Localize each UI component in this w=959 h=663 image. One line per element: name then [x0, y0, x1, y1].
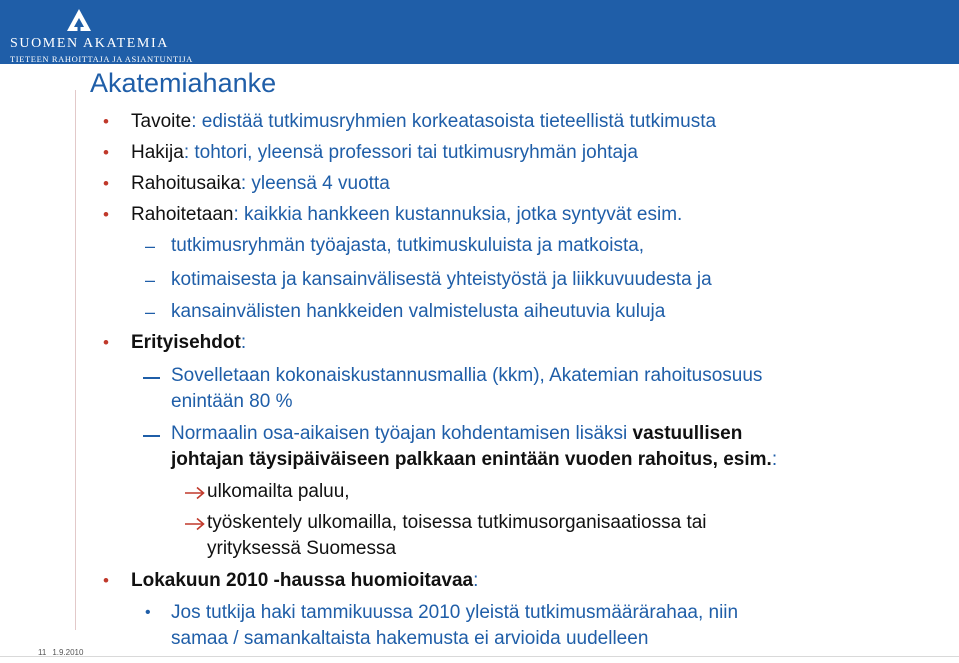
slide-footer [38, 648, 83, 657]
page-number: 11 [38, 648, 47, 657]
logo-name: SUOMEN AKATEMIA [10, 36, 169, 51]
dash-icon [143, 435, 160, 437]
bullet-label: Tavoite [131, 111, 192, 132]
footer-rule [0, 656, 959, 657]
bullet-text: : kaikkia hankkeen kustannuksia, jotka syntyvät esim. [233, 204, 683, 225]
bullet-text: : edistää tutkimusryhmien korkeatasoista tieteellistä tutkimusta [191, 111, 717, 132]
bullet-label: Hakija [131, 142, 184, 163]
bullet-icon: • [103, 333, 109, 352]
header-band [0, 0, 959, 64]
arrow-right-icon [184, 517, 206, 531]
special-item-2-line-1 [171, 422, 742, 446]
arrow-item-line-1: työskentely ulkomailla, toisessa tutkimusorganisaatiossa tai [207, 512, 707, 533]
special-item-2-bold: johtajan täysipäiväiseen palkkaan enintään vuoden rahoitus, esim. [171, 449, 772, 470]
bullet-erityisehdot [131, 331, 246, 355]
logo-mark-icon [66, 8, 92, 32]
special-item-1-line-2: enintään 80 % [171, 391, 293, 412]
special-item-1-line-1: Sovelletaan kokonaiskustannusmallia (kkm), Akatemian rahoitusosuus [171, 365, 763, 386]
dash-icon: – [145, 236, 156, 256]
bullet-icon: • [103, 112, 109, 131]
small-bullet-icon: • [145, 604, 151, 621]
organization-logo [6, 6, 193, 64]
special-item-2-normal: Normaalin osa-aikaisen työajan kohdentamisen lisäksi [171, 423, 633, 444]
october-item-line-1: Jos tutkija haki tammikuussa 2010 yleistä tutkimusmäärärahaa, niin [171, 602, 739, 623]
bullet-label: Rahoitetaan [131, 204, 234, 225]
special-item-2-line-2 [171, 448, 777, 472]
bullet-tavoite [131, 110, 716, 134]
sub-item: tutkimusryhmän työajasta, tutkimuskuluista ja matkoista, [171, 235, 645, 256]
bullet-label: Rahoitusaika [131, 173, 241, 194]
logo-tagline: TIETEEN RAHOITTAJA JA ASIANTUNTIJA [10, 54, 193, 64]
arrow-right-icon [184, 486, 206, 500]
bullet-rahoitetaan [131, 203, 682, 227]
bullet-colon: : [473, 570, 479, 591]
dash-icon [143, 377, 160, 379]
bullet-icon: • [103, 571, 109, 590]
bullet-hakija [131, 141, 638, 165]
bullet-label: Lokakuun 2010 -haussa huomioitavaa [131, 570, 474, 591]
bullet-icon: • [103, 174, 109, 193]
arrow-item-line-2: yrityksessä Suomessa [207, 538, 397, 559]
special-item-2-bold: vastuullisen [632, 423, 743, 444]
bullet-label: Erityisehdot [131, 332, 241, 353]
arrow-item: ulkomailta paluu, [207, 481, 350, 502]
dash-icon: – [145, 270, 156, 290]
footer-date: 1.9.2010 [52, 648, 84, 657]
vertical-divider [75, 90, 76, 630]
bullet-icon: • [103, 143, 109, 162]
bullet-lokakuu [131, 569, 478, 593]
bullet-text: : yleensä 4 vuotta [240, 173, 390, 194]
bullet-rahoitusaika [131, 172, 390, 196]
slide-title: Akatemiahanke [90, 68, 277, 98]
bullet-icon: • [103, 205, 109, 224]
bullet-text: : tohtori, yleensä professori tai tutkimusryhmän johtaja [183, 142, 638, 163]
sub-item: kansainvälisten hankkeiden valmistelusta aiheutuvia kuluja [171, 301, 666, 322]
special-item-2-colon: : [771, 449, 778, 470]
october-item-line-2: samaa / samankaltaista hakemusta ei arvioida uudelleen [171, 628, 649, 649]
sub-item: kotimaisesta ja kansainvälisestä yhteistyöstä ja liikkuvuudesta ja [171, 269, 712, 290]
dash-icon: – [145, 302, 156, 322]
bullet-colon: : [240, 332, 247, 353]
